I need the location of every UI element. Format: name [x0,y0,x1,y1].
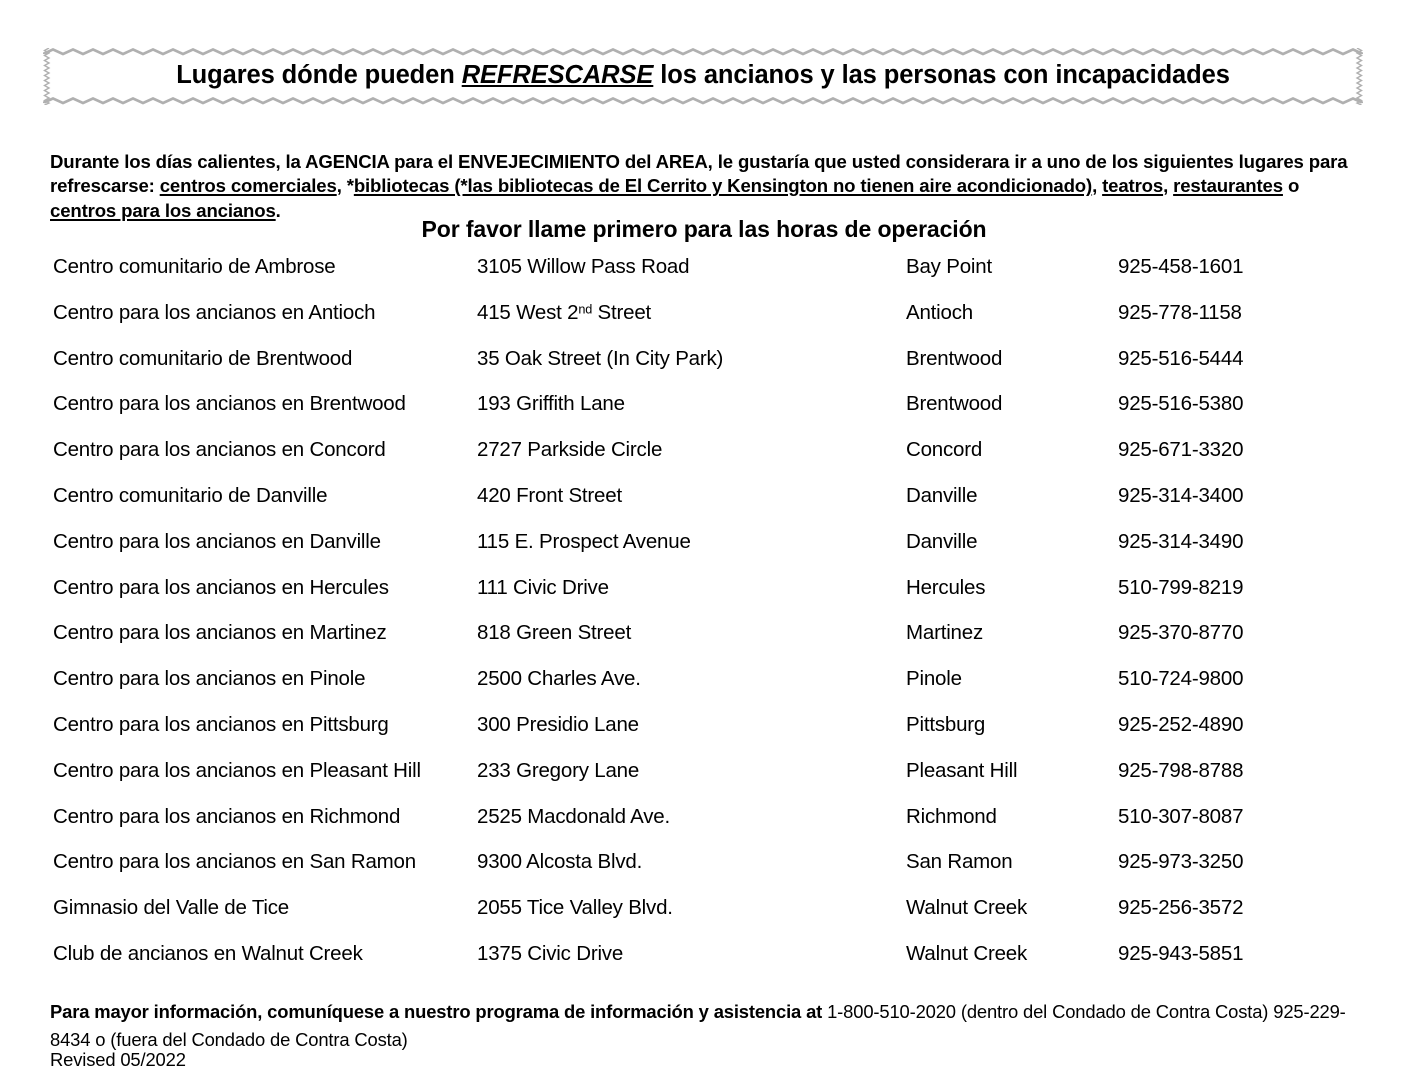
location-phone[interactable]: 925-516-5380 [1118,392,1244,416]
intro-text-4: , [1163,175,1174,197]
address-main: 115 E. Prospect Avenue [477,529,691,553]
location-address [477,348,723,370]
location-phone[interactable]: 510-799-8219 [1118,575,1244,599]
location-city: Antioch [906,300,973,324]
location-city: Walnut Creek [906,941,1028,965]
location-name: Centro para los ancianos en Hercules [53,575,389,599]
table-row [0,943,1408,989]
intro-link-teatros: teatros [1102,175,1164,197]
table-row [0,851,1408,897]
location-address [477,577,609,599]
location-city: Pleasant Hill [906,758,1018,782]
revised-date: Revised 05/2022 [50,1049,186,1070]
location-city: Pinole [906,667,962,691]
location-phone[interactable]: 510-724-9800 [1118,667,1244,691]
address-main: 818 Green Street [477,621,632,645]
location-address [477,806,670,828]
title-after: los ancianos y las personas con incapacidades [653,61,1230,90]
intro-text-2: , * [336,175,354,197]
intro-link-restaurantes: restaurantes [1173,175,1283,197]
address-main: 2500 Charles Ave. [477,667,641,691]
location-city: Hercules [906,575,986,599]
table-row [0,622,1408,668]
intro-text-1: Durante los días calientes, la AGENCIA para el ENVEJECIMIENTO del AREA, le gustaría que usted considerara ir a uno de los siguientes lugares para refrescarse: [50,150,1348,197]
location-name: Centro comunitario de Brentwood [53,346,353,370]
location-city: Richmond [906,804,997,828]
location-name: Gimnasio del Valle de Tice [53,896,289,920]
intro-text-5: o [1282,175,1300,197]
location-address [477,531,691,553]
location-city: Bay Point [906,255,992,278]
location-phone[interactable]: 925-798-8788 [1118,758,1244,782]
location-phone[interactable]: 925-458-1601 [1118,255,1244,278]
footer-regular-text: 1-800-510-2020 (dentro del Condado de Contra Costa) 925-229-8434 o (fuera del Condado de Contra Costa) [50,1001,1346,1050]
footer-bold-text: Para mayor información, comuníquese a nuestro programa de información y asistencia at [50,1001,828,1022]
location-name: Centro para los ancianos en San Ramon [53,850,416,874]
page-title [176,63,1230,90]
address-main: 2727 Parkside Circle [477,438,663,462]
location-phone[interactable]: 510-307-8087 [1118,804,1244,828]
address-main: 9300 Alcosta Blvd. [477,850,643,874]
location-name: Centro comunitario de Ambrose [53,255,336,278]
location-city: Pittsburg [906,712,986,736]
location-city: San Ramon [906,850,1013,874]
banner-border-bottom-icon [43,97,1363,105]
location-address [477,393,625,415]
subheading: Por favor llame primero para las horas de operación [421,216,987,242]
location-city: Martinez [906,621,984,645]
banner-border-top-icon [43,48,1363,56]
table-row [0,485,1408,531]
title-banner [43,48,1363,105]
address-ordinal-suffix: nd [578,301,593,317]
address-main: 3105 Willow Pass Road [477,255,690,278]
location-phone[interactable]: 925-516-5444 [1118,346,1244,370]
location-phone[interactable]: 925-256-3572 [1118,896,1244,920]
title-before: Lugares dónde pueden [176,61,462,90]
location-name: Centro para los ancianos en Martinez [53,621,387,645]
table-row [0,806,1408,852]
table-row [0,668,1408,714]
location-name: Centro para los ancianos en Pleasant Hill [53,758,421,782]
table-row [0,760,1408,806]
location-city: Concord [906,438,983,462]
locations-list [0,256,1408,989]
address-main: 193 Griffith Lane [477,392,625,416]
location-address [477,897,673,919]
address-main: 300 Presidio Lane [477,712,639,736]
location-name: Centro para los ancianos en Danville [53,529,381,553]
table-row [0,393,1408,439]
location-name: Centro para los ancianos en Concord [53,438,386,462]
address-main: 415 West 2 [477,300,579,324]
address-main: 2055 Tice Valley Blvd. [477,896,673,920]
location-phone[interactable]: 925-252-4890 [1118,712,1244,736]
intro-link-bibliotecas: bibliotecas (*las bibliotecas de El Cerrito y Kensington no tienen aire acondicionado) [353,175,1093,197]
location-name: Centro para los ancianos en Pinole [53,667,366,691]
location-phone[interactable]: 925-314-3490 [1118,529,1244,553]
location-address [477,256,689,278]
table-row [0,302,1408,348]
location-name: Centro para los ancianos en Brentwood [53,392,406,416]
location-address [477,668,641,690]
address-main: 35 Oak Street (In City Park) [477,346,724,370]
location-name: Centro para los ancianos en Antioch [53,300,376,324]
location-name: Centro para los ancianos en Pittsburg [53,712,389,736]
table-row [0,439,1408,485]
location-address [477,439,662,461]
address-main: 1375 Civic Drive [477,941,624,965]
intro-link-centros-ancianos: centros para los ancianos [50,199,276,221]
location-city: Brentwood [906,346,1003,370]
location-address [477,943,623,965]
location-city: Danville [906,529,978,553]
location-address [477,760,639,782]
location-name: Club de ancianos en Walnut Creek [53,941,363,965]
table-row [0,256,1408,302]
location-city: Brentwood [906,392,1003,416]
table-row [0,577,1408,623]
location-phone[interactable]: 925-778-1158 [1118,300,1242,324]
title-emphasis: REFRESCARSE [461,61,654,90]
location-address [477,485,622,507]
banner-border-left-icon [43,48,51,105]
footer-contact [50,998,1360,1054]
location-phone[interactable]: 925-973-3250 [1118,850,1244,874]
intro-text-3: , [1092,175,1103,197]
table-row [0,714,1408,760]
intro-link-centros-comerciales: centros comerciales [159,175,337,197]
table-row [0,897,1408,943]
location-city: Walnut Creek [906,896,1028,920]
location-phone[interactable]: 925-370-8770 [1118,621,1244,645]
location-address [477,302,651,324]
location-address [477,714,639,736]
address-main: 420 Front Street [477,483,622,507]
address-main: 233 Gregory Lane [477,758,640,782]
location-phone[interactable]: 925-671-3320 [1118,438,1244,462]
location-city: Danville [906,483,978,507]
location-phone[interactable]: 925-314-3400 [1118,483,1244,507]
location-phone[interactable]: 925-943-5851 [1118,941,1244,965]
location-name: Centro para los ancianos en Richmond [53,804,401,828]
banner-border-right-icon [1355,48,1363,105]
location-name: Centro comunitario de Danville [53,483,328,507]
address-main: 2525 Macdonald Ave. [477,804,671,828]
location-address [477,622,631,644]
address-main: 111 Civic Drive [477,575,609,599]
intro-paragraph [50,150,1356,224]
location-address [477,851,642,873]
address-tail: Street [592,300,652,324]
table-row [0,348,1408,394]
table-row [0,531,1408,577]
intro-text-6: . [275,199,281,221]
